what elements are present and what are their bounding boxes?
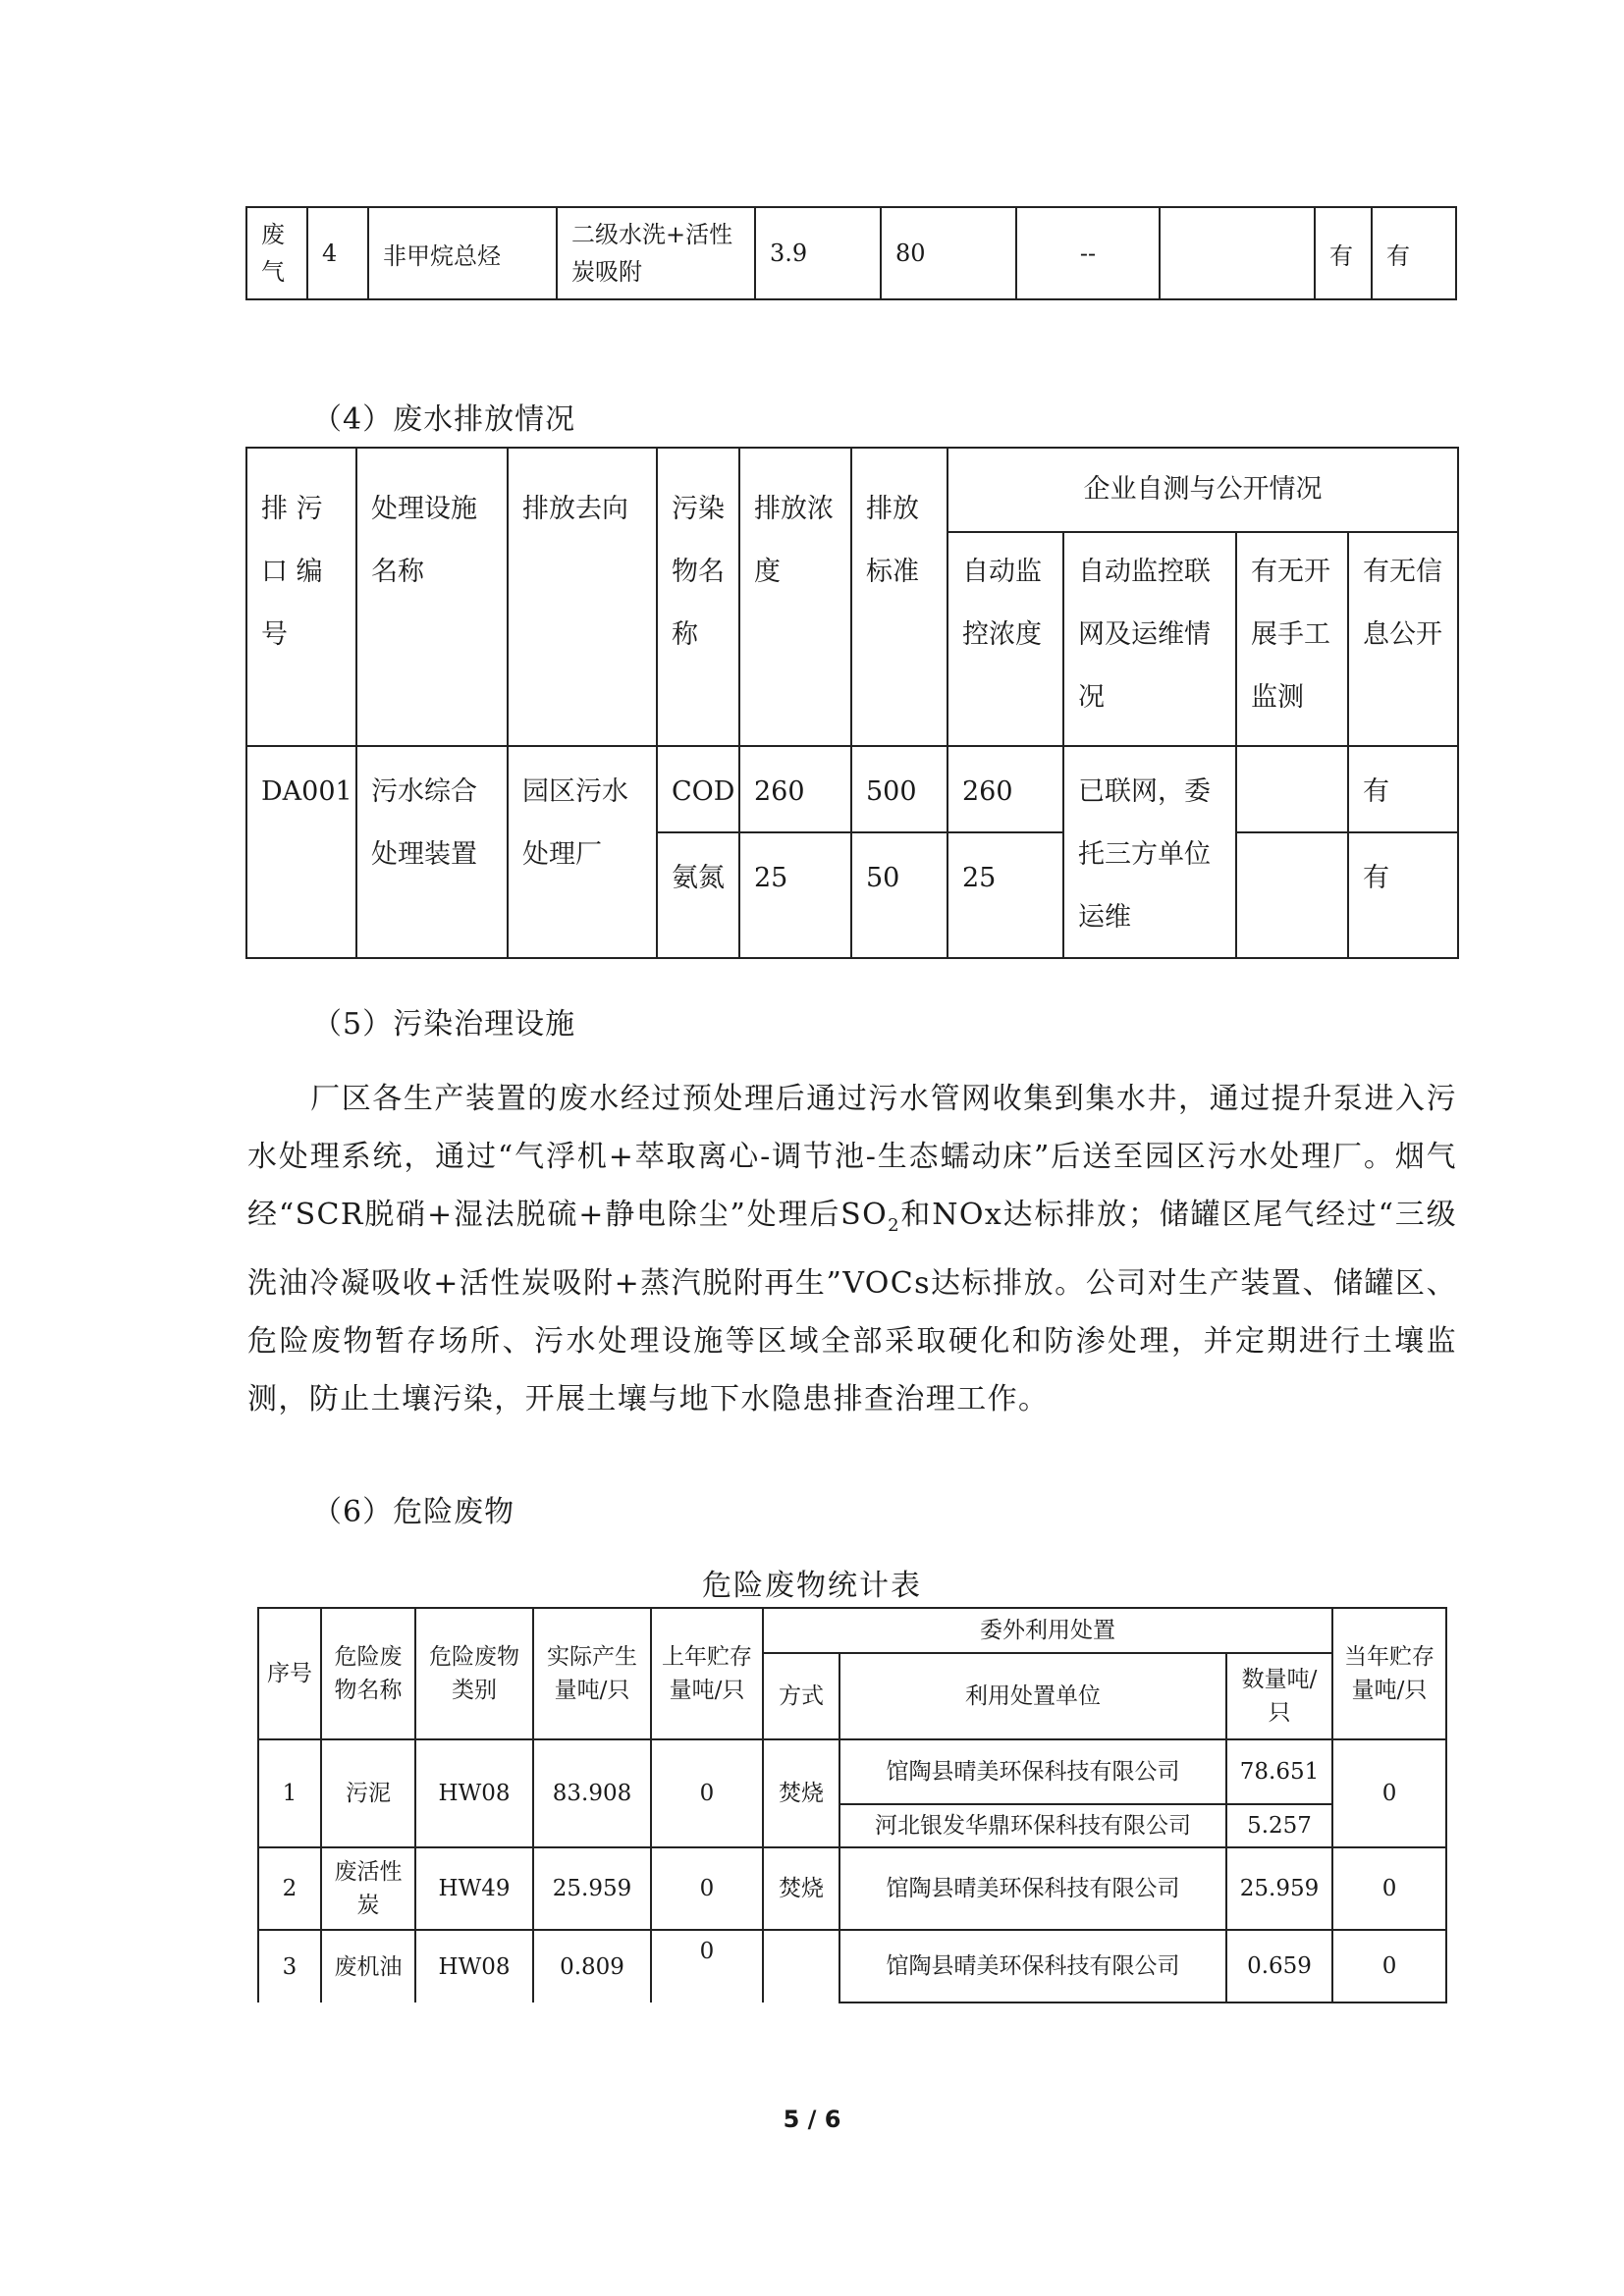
auto-concentration: 260	[947, 746, 1063, 832]
current-storage: 0	[1332, 1847, 1446, 1930]
outlet-id: DA001	[246, 746, 356, 958]
paragraph-subscript: 2	[888, 1215, 900, 1236]
previous-storage: 0	[651, 1847, 763, 1930]
row-no: 1	[258, 1739, 321, 1847]
waste-category: HW08	[415, 1739, 533, 1847]
exhaust-gas-table	[245, 206, 1457, 300]
waste-name: 废机油	[321, 1930, 415, 2002]
facility-name: 污水综合处理装置	[356, 746, 508, 958]
table-cell	[1160, 207, 1315, 299]
header-self-monitoring: 企业自测与公开情况	[947, 448, 1458, 532]
table-cell: --	[1016, 207, 1160, 299]
destination: 园区污水处理厂	[508, 746, 657, 958]
header-destination: 排放去向	[508, 448, 657, 746]
header-waste-name: 危险废物名称	[321, 1608, 415, 1739]
paragraph-text: 和NOx达标排放；储罐区尾气经过“三级洗油冷凝吸收+活性炭吸附+蒸汽脱附再生”VOCs达标排放。公司对生产装置、储罐区、危险废物暂存场所、污水处理设施等区域全部采取硬化和防渗处理，并定期进行土壤监测，防止土壤污染，开展土壤与地下水隐患排查治理工作。	[247, 1198, 1458, 1416]
previous-storage: 0	[651, 1930, 763, 2002]
actual-output: 25.959	[533, 1847, 651, 1930]
network-status: 已联网，委托三方单位运维	[1063, 746, 1236, 958]
header-previous-storage: 上年贮存量吨/只	[651, 1608, 763, 1739]
auto-concentration: 25	[947, 832, 1063, 958]
section-heading-5: （5）污染治理设施	[312, 1007, 576, 1041]
header-manual-monitoring: 有无开展手工监测	[1236, 532, 1348, 746]
wastewater-table	[245, 447, 1459, 959]
table-cell: 4	[307, 207, 368, 299]
waste-category: HW08	[415, 1930, 533, 2002]
disposal-unit: 馆陶县晴美环保科技有限公司	[839, 1847, 1226, 1930]
header-auto-concentration: 自动监控浓度	[947, 532, 1063, 746]
disposal-quantity: 0.659	[1226, 1930, 1332, 2002]
table-row	[246, 746, 1458, 832]
disposal-unit: 馆陶县晴美环保科技有限公司	[839, 1739, 1226, 1804]
public-disclosure: 有	[1348, 746, 1458, 832]
disposal-unit: 河北银发华鼎环保科技有限公司	[839, 1804, 1226, 1847]
concentration: 25	[739, 832, 851, 958]
disposal-method: 焚烧	[763, 1739, 839, 1847]
table-cell: 有	[1315, 207, 1372, 299]
pollutant: 氨氮	[657, 832, 739, 958]
paragraph-text: 厂区各生产装置的废水经过预处理后通过污水管网收集到集水井，通过提升泵进入污水处理系统，通过“气浮机+萃取离心-调节池-生态蠕动床”后送至园区污水处理厂。烟气经“SCR脱硝+湿法脱硫+静电除尘”处理后SO	[247, 1082, 1457, 1232]
waste-name: 污泥	[321, 1739, 415, 1847]
disposal-method: 焚烧	[763, 1847, 839, 1930]
row-no: 3	[258, 1930, 321, 2002]
header-no: 序号	[258, 1608, 321, 1739]
header-standard: 排放标准	[851, 448, 947, 746]
public-disclosure: 有	[1348, 832, 1458, 958]
table-cell: 有	[1372, 207, 1456, 299]
header-category: 危险废物类别	[415, 1608, 533, 1739]
standard: 500	[851, 746, 947, 832]
header-outsourced-disposal: 委外利用处置	[763, 1608, 1332, 1653]
body-paragraph	[247, 1070, 1457, 1428]
page-number: 5 / 6	[783, 2106, 841, 2133]
table-row	[258, 1930, 1446, 2002]
header-auto-network: 自动监控联网及运维情况	[1063, 532, 1236, 746]
table-cell: 3.9	[755, 207, 881, 299]
header-current-storage: 当年贮存量吨/只	[1332, 1608, 1446, 1739]
manual-monitoring	[1236, 832, 1348, 958]
header-outlet: 排 污 口 编 号	[246, 448, 356, 746]
table-row	[258, 1739, 1446, 1804]
pollutant: COD	[657, 746, 739, 832]
concentration: 260	[739, 746, 851, 832]
table-row	[258, 1847, 1446, 1930]
section-heading-4: （4）废水排放情况	[312, 402, 576, 437]
manual-monitoring	[1236, 746, 1348, 832]
row-no: 2	[258, 1847, 321, 1930]
table-cell: 80	[881, 207, 1016, 299]
header-public-disclosure: 有无信息公开	[1348, 532, 1458, 746]
waste-category: HW49	[415, 1847, 533, 1930]
waste-name: 废活性炭	[321, 1847, 415, 1930]
current-storage: 0	[1332, 1739, 1446, 1847]
table-caption: 危险废物统计表	[702, 1569, 922, 1603]
header-facility: 处理设施名称	[356, 448, 508, 746]
disposal-quantity: 78.651	[1226, 1739, 1332, 1804]
header-concentration: 排放浓度	[739, 448, 851, 746]
table-header-row	[246, 448, 1458, 532]
disposal-quantity: 5.257	[1226, 1804, 1332, 1847]
table-cell: 二级水洗+活性炭吸附	[557, 207, 755, 299]
actual-output: 0.809	[533, 1930, 651, 2002]
section-heading-6: （6）危险废物	[312, 1495, 515, 1529]
actual-output: 83.908	[533, 1739, 651, 1847]
disposal-method	[763, 1930, 839, 2002]
previous-storage: 0	[651, 1739, 763, 1847]
header-quantity: 数量吨/只	[1226, 1653, 1332, 1739]
table-row	[246, 207, 1456, 299]
header-method: 方式	[763, 1653, 839, 1739]
header-disposal-unit: 利用处置单位	[839, 1653, 1226, 1739]
table-header-row	[258, 1608, 1446, 1653]
hazardous-waste-table	[257, 1607, 1447, 2003]
standard: 50	[851, 832, 947, 958]
table-cell: 非甲烷总烃	[368, 207, 557, 299]
header-actual-output: 实际产生量吨/只	[533, 1608, 651, 1739]
header-pollutant: 污染物名称	[657, 448, 739, 746]
disposal-unit: 馆陶县晴美环保科技有限公司	[839, 1930, 1226, 2002]
current-storage: 0	[1332, 1930, 1446, 2002]
disposal-quantity: 25.959	[1226, 1847, 1332, 1930]
category-cell: 废 气	[246, 207, 307, 299]
